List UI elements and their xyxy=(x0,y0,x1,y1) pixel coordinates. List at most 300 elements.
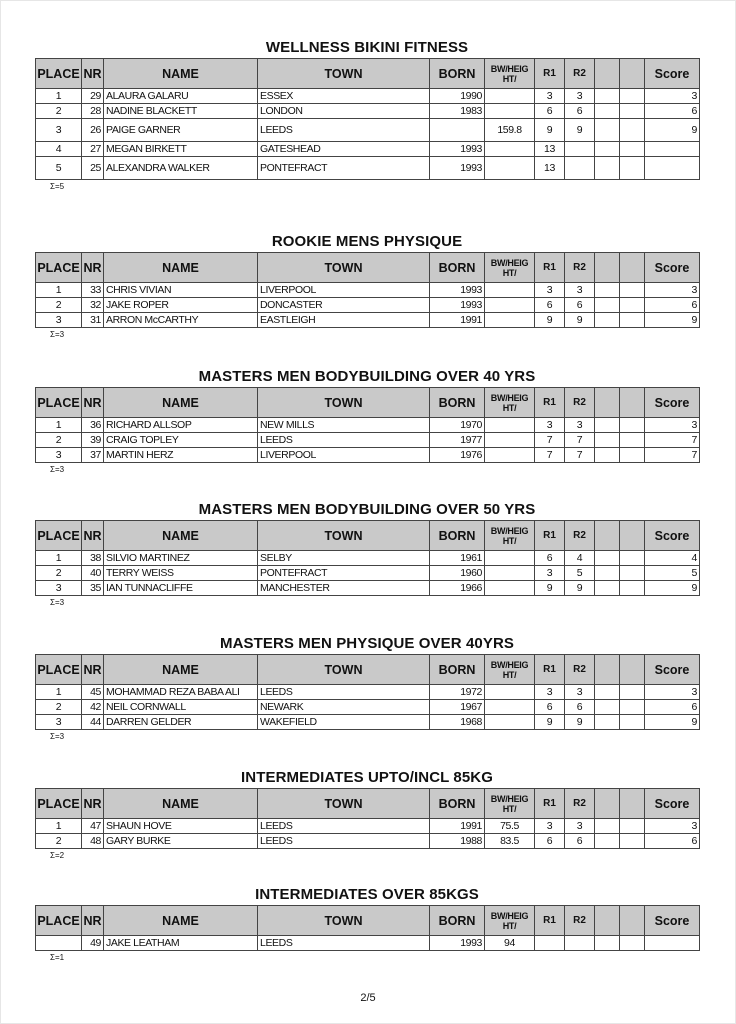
header-row xyxy=(36,388,700,418)
cell-bw xyxy=(485,566,535,581)
cell-place: 1 xyxy=(36,551,82,566)
header-score: Score xyxy=(645,253,700,283)
cell-bw: 159.8 xyxy=(485,119,535,142)
empty-cell xyxy=(620,581,645,596)
cell-nr: 32 xyxy=(82,298,104,313)
header-score: Score xyxy=(645,388,700,418)
cell-town: LEEDS xyxy=(258,834,430,849)
results-table xyxy=(35,654,700,730)
cell-r2: 5 xyxy=(565,566,595,581)
header-town: TOWN xyxy=(258,59,430,89)
cell-born: 1988 xyxy=(430,834,485,849)
results-section xyxy=(35,367,699,475)
competitor-count: Σ=3 xyxy=(50,598,65,607)
cell-town: LEEDS xyxy=(258,119,430,142)
cell-nr: 25 xyxy=(82,157,104,180)
cell-nr: 47 xyxy=(82,819,104,834)
cell-town: GATESHEAD xyxy=(258,142,430,157)
header-score: Score xyxy=(645,906,700,936)
cell-born: 1968 xyxy=(430,715,485,730)
empty-cell xyxy=(595,566,620,581)
empty-header xyxy=(620,906,645,936)
header-r1: R1 xyxy=(535,59,565,89)
cell-r2: 6 xyxy=(565,834,595,849)
cell-town: DONCASTER xyxy=(258,298,430,313)
empty-cell xyxy=(620,283,645,298)
cell-town: LIVERPOOL xyxy=(258,283,430,298)
table-row xyxy=(36,313,700,328)
cell-r2: 6 xyxy=(565,700,595,715)
competitor-count: Σ=3 xyxy=(50,732,65,741)
cell-nr: 28 xyxy=(82,104,104,119)
cell-place: 2 xyxy=(36,433,82,448)
header-town: TOWN xyxy=(258,253,430,283)
cell-bw xyxy=(485,551,535,566)
table-row xyxy=(36,119,700,142)
cell-r2 xyxy=(565,142,595,157)
cell-score: 3 xyxy=(645,89,700,104)
cell-town: PONTEFRACT xyxy=(258,566,430,581)
cell-r1: 3 xyxy=(535,89,565,104)
header-town: TOWN xyxy=(258,388,430,418)
empty-cell xyxy=(620,551,645,566)
header-r1: R1 xyxy=(535,388,565,418)
table-row xyxy=(36,834,700,849)
cell-name: MARTIN HERZ xyxy=(104,448,258,463)
empty-cell xyxy=(595,89,620,104)
cell-bw: 83.5 xyxy=(485,834,535,849)
cell-place: 1 xyxy=(36,89,82,104)
table-row xyxy=(36,433,700,448)
cell-r2: 4 xyxy=(565,551,595,566)
header-name: NAME xyxy=(104,59,258,89)
cell-born: 1993 xyxy=(430,157,485,180)
cell-score: 5 xyxy=(645,566,700,581)
header-name: NAME xyxy=(104,521,258,551)
cell-born: 1966 xyxy=(430,581,485,596)
cell-r2: 9 xyxy=(565,715,595,730)
results-table xyxy=(35,905,700,951)
cell-r1: 6 xyxy=(535,834,565,849)
cell-name: DARREN GELDER xyxy=(104,715,258,730)
cell-bw xyxy=(485,142,535,157)
cell-nr: 48 xyxy=(82,834,104,849)
cell-r2: 6 xyxy=(565,104,595,119)
header-nr: NR xyxy=(82,906,104,936)
header-town: TOWN xyxy=(258,906,430,936)
header-born: BORN xyxy=(430,388,485,418)
cell-r2: 7 xyxy=(565,433,595,448)
cell-town: LEEDS xyxy=(258,819,430,834)
header-row xyxy=(36,906,700,936)
category-title: INTERMEDIATES UPTO/INCL 85KG xyxy=(241,769,493,786)
empty-cell xyxy=(595,819,620,834)
table-row xyxy=(36,448,700,463)
cell-nr: 27 xyxy=(82,142,104,157)
cell-score xyxy=(645,157,700,180)
cell-score: 6 xyxy=(645,298,700,313)
competitor-count: Σ=5 xyxy=(50,182,65,191)
cell-town: WAKEFIELD xyxy=(258,715,430,730)
header-r1: R1 xyxy=(535,253,565,283)
table-row xyxy=(36,89,700,104)
empty-cell xyxy=(595,298,620,313)
cell-town: NEW MILLS xyxy=(258,418,430,433)
cell-score: 9 xyxy=(645,581,700,596)
competitor-count: Σ=1 xyxy=(50,953,65,962)
cell-name: SHAUN HOVE xyxy=(104,819,258,834)
cell-name: PAIGE GARNER xyxy=(104,119,258,142)
cell-score: 3 xyxy=(645,283,700,298)
cell-town: LONDON xyxy=(258,104,430,119)
table-row xyxy=(36,283,700,298)
cell-nr: 35 xyxy=(82,581,104,596)
cell-name: ALEXANDRA WALKER xyxy=(104,157,258,180)
header-row xyxy=(36,59,700,89)
cell-r1: 7 xyxy=(535,448,565,463)
cell-place: 3 xyxy=(36,448,82,463)
empty-cell xyxy=(620,566,645,581)
competitor-count: Σ=3 xyxy=(50,330,65,339)
header-nr: NR xyxy=(82,253,104,283)
header-place: PLACE xyxy=(36,59,82,89)
cell-town: NEWARK xyxy=(258,700,430,715)
empty-cell xyxy=(595,283,620,298)
results-section xyxy=(35,634,699,742)
empty-header xyxy=(595,521,620,551)
cell-born: 1970 xyxy=(430,418,485,433)
table-row xyxy=(36,936,700,951)
empty-header xyxy=(620,521,645,551)
cell-place: 1 xyxy=(36,418,82,433)
cell-score: 6 xyxy=(645,700,700,715)
header-place: PLACE xyxy=(36,789,82,819)
header-bw: BW/HEIG HT/ xyxy=(485,253,535,283)
empty-cell xyxy=(620,298,645,313)
cell-born: 1961 xyxy=(430,551,485,566)
cell-born: 1977 xyxy=(430,433,485,448)
cell-r2: 3 xyxy=(565,685,595,700)
cell-place xyxy=(36,936,82,951)
table-row xyxy=(36,418,700,433)
header-place: PLACE xyxy=(36,521,82,551)
header-bw: BW/HEIG HT/ xyxy=(485,388,535,418)
cell-town: PONTEFRACT xyxy=(258,157,430,180)
empty-cell xyxy=(620,715,645,730)
cell-name: NADINE BLACKETT xyxy=(104,104,258,119)
results-table xyxy=(35,520,700,596)
results-section xyxy=(35,500,699,608)
header-bw: BW/HEIG HT/ xyxy=(485,59,535,89)
cell-bw xyxy=(485,700,535,715)
cell-place: 2 xyxy=(36,834,82,849)
header-name: NAME xyxy=(104,906,258,936)
empty-cell xyxy=(595,936,620,951)
cell-name: JAKE LEATHAM xyxy=(104,936,258,951)
cell-town: ESSEX xyxy=(258,89,430,104)
cell-nr: 26 xyxy=(82,119,104,142)
header-nr: NR xyxy=(82,388,104,418)
results-table xyxy=(35,252,700,328)
cell-name: ARRON McCARTHY xyxy=(104,313,258,328)
header-r1: R1 xyxy=(535,521,565,551)
empty-cell xyxy=(620,89,645,104)
cell-nr: 37 xyxy=(82,448,104,463)
cell-bw: 94 xyxy=(485,936,535,951)
table-row xyxy=(36,819,700,834)
cell-born: 1960 xyxy=(430,566,485,581)
competitor-count: Σ=2 xyxy=(50,851,65,860)
cell-nr: 33 xyxy=(82,283,104,298)
header-nr: NR xyxy=(82,655,104,685)
header-nr: NR xyxy=(82,59,104,89)
empty-cell xyxy=(620,685,645,700)
header-bw: BW/HEIG HT/ xyxy=(485,906,535,936)
empty-cell xyxy=(620,433,645,448)
table-row xyxy=(36,685,700,700)
cell-town: LEEDS xyxy=(258,685,430,700)
results-table xyxy=(35,387,700,463)
cell-bw xyxy=(485,715,535,730)
header-r1: R1 xyxy=(535,789,565,819)
cell-name: MEGAN BIRKETT xyxy=(104,142,258,157)
cell-place: 3 xyxy=(36,581,82,596)
cell-nr: 40 xyxy=(82,566,104,581)
cell-r1 xyxy=(535,936,565,951)
cell-score: 3 xyxy=(645,819,700,834)
cell-score: 3 xyxy=(645,418,700,433)
cell-bw xyxy=(485,313,535,328)
cell-r2: 7 xyxy=(565,448,595,463)
header-name: NAME xyxy=(104,789,258,819)
cell-town: EASTLEIGH xyxy=(258,313,430,328)
cell-born: 1976 xyxy=(430,448,485,463)
header-row xyxy=(36,253,700,283)
header-born: BORN xyxy=(430,253,485,283)
header-nr: NR xyxy=(82,521,104,551)
cell-place: 2 xyxy=(36,298,82,313)
cell-name: ALAURA GALARU xyxy=(104,89,258,104)
header-name: NAME xyxy=(104,388,258,418)
header-born: BORN xyxy=(430,521,485,551)
table-row xyxy=(36,157,700,180)
header-row xyxy=(36,655,700,685)
header-town: TOWN xyxy=(258,521,430,551)
header-row xyxy=(36,789,700,819)
cell-r1: 6 xyxy=(535,298,565,313)
cell-bw xyxy=(485,104,535,119)
cell-r1: 9 xyxy=(535,715,565,730)
category-title: INTERMEDIATES OVER 85KGS xyxy=(255,886,479,903)
header-name: NAME xyxy=(104,253,258,283)
cell-place: 1 xyxy=(36,283,82,298)
empty-header xyxy=(620,655,645,685)
cell-r1: 3 xyxy=(535,819,565,834)
table-row xyxy=(36,715,700,730)
cell-nr: 45 xyxy=(82,685,104,700)
empty-cell xyxy=(620,104,645,119)
header-born: BORN xyxy=(430,789,485,819)
empty-cell xyxy=(595,834,620,849)
cell-place: 2 xyxy=(36,700,82,715)
empty-header xyxy=(595,906,620,936)
cell-r2: 9 xyxy=(565,119,595,142)
cell-born xyxy=(430,119,485,142)
header-born: BORN xyxy=(430,655,485,685)
cell-bw xyxy=(485,581,535,596)
cell-r1: 3 xyxy=(535,283,565,298)
cell-bw xyxy=(485,433,535,448)
cell-nr: 29 xyxy=(82,89,104,104)
cell-score: 9 xyxy=(645,119,700,142)
header-r2: R2 xyxy=(565,388,595,418)
cell-r1: 9 xyxy=(535,581,565,596)
cell-town: SELBY xyxy=(258,551,430,566)
cell-name: IAN TUNNACLIFFE xyxy=(104,581,258,596)
header-town: TOWN xyxy=(258,655,430,685)
header-r1: R1 xyxy=(535,906,565,936)
cell-born: 1993 xyxy=(430,298,485,313)
cell-r1: 6 xyxy=(535,104,565,119)
results-section xyxy=(35,232,699,340)
empty-cell xyxy=(620,936,645,951)
page-number: 2/5 xyxy=(360,992,376,1004)
cell-name: NEIL CORNWALL xyxy=(104,700,258,715)
header-r2: R2 xyxy=(565,789,595,819)
category-title: ROOKIE MENS PHYSIQUE xyxy=(271,233,463,250)
header-r2: R2 xyxy=(565,655,595,685)
table-row xyxy=(36,142,700,157)
cell-name: JAKE ROPER xyxy=(104,298,258,313)
empty-cell xyxy=(620,313,645,328)
table-row xyxy=(36,581,700,596)
results-section xyxy=(35,885,699,963)
empty-cell xyxy=(620,119,645,142)
empty-cell xyxy=(620,448,645,463)
empty-header xyxy=(620,789,645,819)
header-name: NAME xyxy=(104,655,258,685)
results-section xyxy=(35,38,699,192)
header-bw: BW/HEIG HT/ xyxy=(485,655,535,685)
cell-born: 1991 xyxy=(430,819,485,834)
empty-header xyxy=(595,59,620,89)
cell-nr: 39 xyxy=(82,433,104,448)
cell-town: LEEDS xyxy=(258,936,430,951)
cell-bw xyxy=(485,298,535,313)
cell-bw xyxy=(485,89,535,104)
table-row xyxy=(36,298,700,313)
cell-score: 3 xyxy=(645,685,700,700)
cell-born: 1991 xyxy=(430,313,485,328)
cell-name: RICHARD ALLSOP xyxy=(104,418,258,433)
empty-cell xyxy=(595,119,620,142)
cell-bw xyxy=(485,157,535,180)
header-r2: R2 xyxy=(565,521,595,551)
empty-cell xyxy=(595,715,620,730)
cell-score: 7 xyxy=(645,433,700,448)
empty-cell xyxy=(595,551,620,566)
cell-r2 xyxy=(565,936,595,951)
cell-born: 1993 xyxy=(430,142,485,157)
cell-town: LEEDS xyxy=(258,433,430,448)
category-title: MASTERS MEN BODYBUILDING OVER 50 YRS xyxy=(198,501,536,518)
cell-name: TERRY WEISS xyxy=(104,566,258,581)
header-row xyxy=(36,521,700,551)
results-table xyxy=(35,58,700,180)
cell-score: 6 xyxy=(645,104,700,119)
empty-cell xyxy=(595,700,620,715)
category-title: WELLNESS BIKINI FITNESS xyxy=(265,39,469,56)
cell-r1: 9 xyxy=(535,119,565,142)
cell-nr: 36 xyxy=(82,418,104,433)
empty-header xyxy=(595,388,620,418)
cell-born: 1972 xyxy=(430,685,485,700)
table-row xyxy=(36,700,700,715)
header-r2: R2 xyxy=(565,59,595,89)
header-score: Score xyxy=(645,521,700,551)
cell-nr: 49 xyxy=(82,936,104,951)
cell-score: 4 xyxy=(645,551,700,566)
empty-cell xyxy=(620,819,645,834)
cell-nr: 44 xyxy=(82,715,104,730)
cell-born: 1993 xyxy=(430,283,485,298)
cell-nr: 42 xyxy=(82,700,104,715)
cell-born: 1990 xyxy=(430,89,485,104)
cell-score: 9 xyxy=(645,313,700,328)
cell-place: 5 xyxy=(36,157,82,180)
empty-header xyxy=(620,388,645,418)
header-born: BORN xyxy=(430,59,485,89)
empty-header xyxy=(620,59,645,89)
header-score: Score xyxy=(645,655,700,685)
header-born: BORN xyxy=(430,906,485,936)
empty-cell xyxy=(595,157,620,180)
cell-place: 2 xyxy=(36,566,82,581)
empty-cell xyxy=(595,448,620,463)
cell-r2: 3 xyxy=(565,89,595,104)
empty-header xyxy=(620,253,645,283)
cell-name: MOHAMMAD REZA BABA ALI xyxy=(104,685,258,700)
empty-cell xyxy=(595,433,620,448)
category-title: MASTERS MEN BODYBUILDING OVER 40 YRS xyxy=(198,368,536,385)
header-r2: R2 xyxy=(565,906,595,936)
empty-cell xyxy=(620,142,645,157)
cell-name: CHRIS VIVIAN xyxy=(104,283,258,298)
header-place: PLACE xyxy=(36,253,82,283)
cell-born: 1993 xyxy=(430,936,485,951)
table-row xyxy=(36,551,700,566)
header-score: Score xyxy=(645,789,700,819)
cell-place: 3 xyxy=(36,715,82,730)
cell-name: CRAIG TOPLEY xyxy=(104,433,258,448)
empty-cell xyxy=(620,834,645,849)
cell-r1: 13 xyxy=(535,142,565,157)
cell-score xyxy=(645,936,700,951)
cell-r1: 13 xyxy=(535,157,565,180)
cell-place: 4 xyxy=(36,142,82,157)
empty-cell xyxy=(595,685,620,700)
cell-place: 1 xyxy=(36,685,82,700)
empty-cell xyxy=(595,313,620,328)
empty-cell xyxy=(620,700,645,715)
empty-cell xyxy=(620,157,645,180)
header-r2: R2 xyxy=(565,253,595,283)
cell-r2 xyxy=(565,157,595,180)
cell-r2: 9 xyxy=(565,313,595,328)
header-bw: BW/HEIG HT/ xyxy=(485,789,535,819)
cell-score: 7 xyxy=(645,448,700,463)
cell-r1: 3 xyxy=(535,566,565,581)
